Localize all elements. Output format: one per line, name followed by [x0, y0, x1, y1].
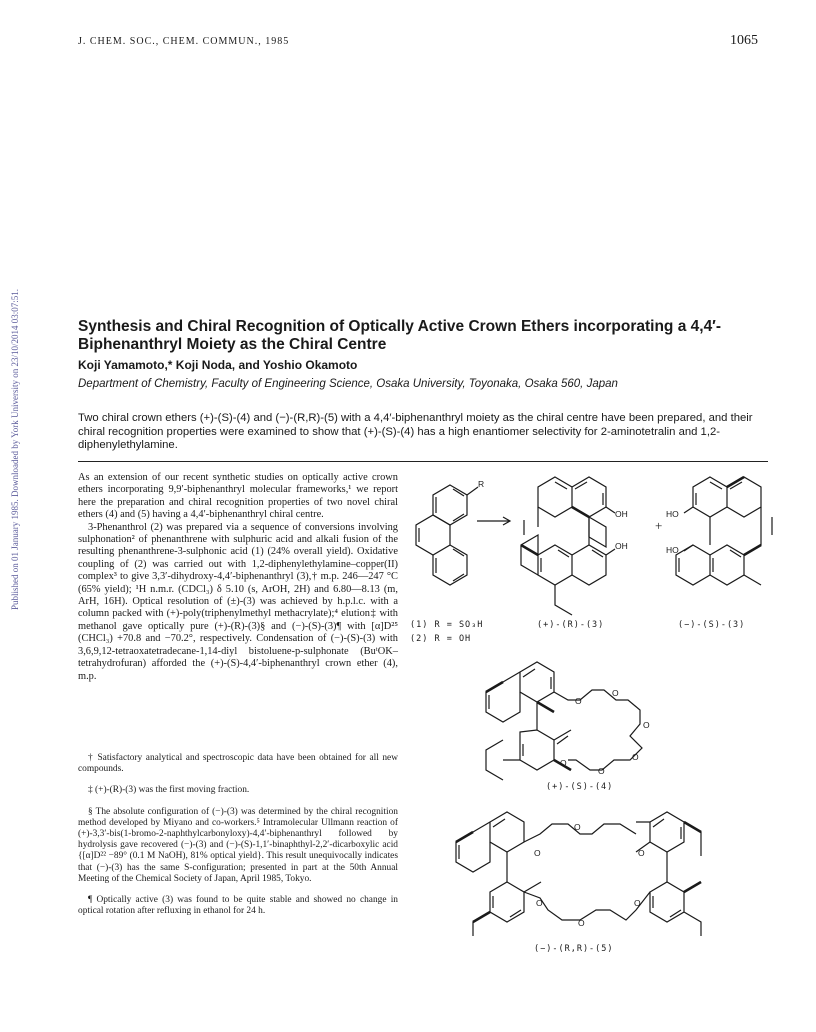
ether-oxygen-label: O: [632, 752, 639, 762]
ether-oxygen-label: O: [643, 720, 650, 730]
compound-s3-label: (−)-(S)-(3): [678, 620, 746, 630]
abstract: Two chiral crown ethers (+)-(S)-(4) and (−)-(R,R)-(5) with a 4,4′-biphenanthryl moiety as the chiral centre have been prepared, and their chiral recognition properties were examined to show that (+)-(S)-(4) has a high enantiomer selectivity for 2-aminotetralin and 1,2-diphenylethylamine.: [78, 412, 753, 451]
compound-r3-structure: [515, 465, 645, 615]
crown-ether-4-structure: [480, 660, 690, 780]
footnote: ‡ (+)-(R)-(3) was the first moving fraction.: [88, 785, 250, 796]
affiliation: Department of Chemistry, Faculty of Engineering Science, Osaka University, Toyonaka, Osaka 560, Japan: [78, 378, 618, 390]
ether-oxygen-label: O: [638, 848, 645, 858]
body-text: [78, 472, 398, 683]
article-title: Synthesis and Chiral Recognition of Optically Active Crown Ethers incorporating a 4,4′-Biphenanthryl Moiety as the Chiral Centre: [78, 318, 722, 353]
hydroxyl-label: OH: [615, 509, 628, 519]
ether-oxygen-label: O: [578, 918, 585, 928]
hydroxyl-label: HO: [666, 545, 679, 555]
body-paragraph: As an extension of our recent synthetic studies on optically active crown ethers incorporating 9,9′-biphenanthryl molecular frameworks,¹ we report here the preparation and chiral recognition properties of two novel chiral ethers (4) and (5) having a 4,4′-biphenanthryl chiral centre.: [78, 472, 398, 521]
compound-2-label: (2) R = OH: [410, 634, 472, 644]
journal-header: J. CHEM. SOC., CHEM. COMMUN., 1985: [78, 36, 290, 47]
ether-oxygen-label: O: [534, 848, 541, 858]
footnote: § The absolute configuration of (−)-(3) was determined by the chiral recognition method developed by Miyano and co-workers.⁵ Intramolecular Ullmann reaction of (+)-3,3′-bis(1-bromo-2-naphthylcarbonyloxy)-4,4′-biphenanthryl followed by hydrolysis gave recovered (−)-(3) and (−)-(S)-1,1′-binaphthyl-2,2′-dicarboxylic acid {[α]D²² −89° (0.1 M NaOH), 81% optical yield}. This result unequivocally indicates that (−)-(3) has the same S-configuration; presented in part at the 50th Annual Meeting of the Chemical Society of Japan, April 1985, Tokyo.: [78, 806, 398, 884]
footnotes: [78, 753, 398, 927]
ether-oxygen-label: O: [536, 898, 543, 908]
reaction-arrow: [475, 515, 515, 527]
hydroxyl-label: HO: [666, 509, 679, 519]
abstract-divider: [78, 461, 768, 462]
compound-s3-structure: [660, 465, 780, 615]
footnote: ¶ Optically active (3) was found to be quite stable and showed no change in optical rotation after refluxing in ethanol for 24 h.: [78, 895, 398, 917]
phenanthrene-structure: [410, 470, 490, 590]
author-list: Koji Yamamoto,* Koji Noda, and Yoshio Okamoto: [78, 358, 358, 372]
ether-oxygen-label: O: [560, 758, 567, 768]
footnote: † Satisfactory analytical and spectroscopic data have been obtained for all new compounds.: [78, 753, 398, 775]
ether-oxygen-label: O: [598, 766, 605, 776]
ether-oxygen-label: O: [634, 898, 641, 908]
ether-oxygen-label: O: [574, 822, 581, 832]
compound-r3-label: (+)-(R)-(3): [537, 620, 605, 630]
compound-4-label: (+)-(S)-(4): [546, 782, 614, 792]
download-watermark: Published on 01 January 1985. Downloaded by York University on 23/10/2014 03:07:51.: [10, 289, 20, 610]
plus-sign: +: [655, 518, 663, 533]
substituent-r-label: R: [478, 479, 485, 489]
compound-5-label: (−)-(R,R)-(5): [534, 944, 614, 954]
hydroxyl-label: OH: [615, 541, 628, 551]
ether-oxygen-label: O: [612, 688, 619, 698]
page-number: 1065: [730, 33, 758, 48]
crown-ether-5-structure: [450, 810, 710, 940]
ether-oxygen-label: O: [575, 696, 582, 706]
body-paragraph: 3-Phenanthrol (2) was prepared via a sequence of conversions involving sulphonation² of phenanthrene with sulphuric acid and alkali fusion of the resulting phenanthrene-3-sulphonic acid (1) (24% overall yield). Oxidative coupling of (2) was carried out with 1,2-diphenylethylamine–copper(II) complex³ to give 3,3′-dihydroxy-4,4′-biphenanthryl (3),† m.p. 246—247 °C (65% yield); ¹H n.m.r. (CDCl₃) δ 5.10 (s, ArOH, 2H) and 6.80—8.13 (m, ArH, 16H). Optical resolution of (±)-(3) was achieved by h.p.l.c. with a column packed with (+)-poly(triphenylmethyl methacrylate);⁴ elution‡ with methanol gave optically pure (+)-(R)-(3)§ and (−)-(S)-(3)¶ with [α]D²⁵ (CHCl₃) +70.8 and −70.2°, respectively. Condensation of (−)-(S)-(3) with 3,6,9,12-tetraoxatetradecane-1,14-diyl bistoluene-p-sulphonate (BuᵗOK–tetrahydrofuran) afforded the (+)-(S)-4,4′-biphenanthryl crown ether (4), m.p.: [78, 521, 398, 682]
compound-1-label: (1) R = SO₃H: [410, 620, 484, 630]
